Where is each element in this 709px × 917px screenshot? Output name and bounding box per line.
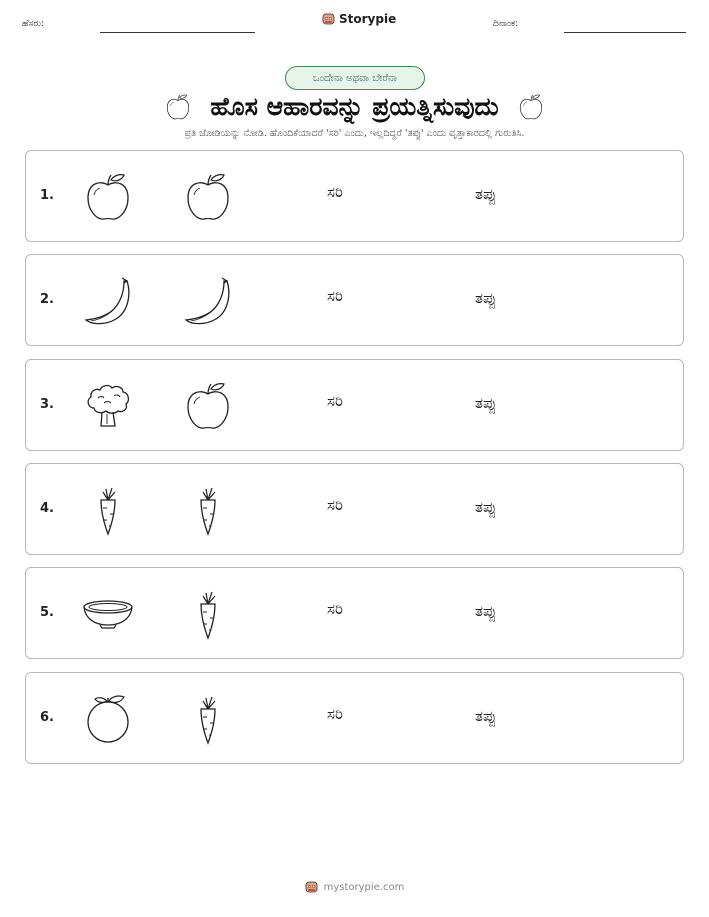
carrot-icon: [182, 588, 234, 640]
footer-url: mystorypie.com: [323, 881, 405, 893]
page-title: ಹೊಸ ಆಹಾರವನ್ನು ಪ್ರಯತ್ನಿಸುವುದು: [210, 92, 499, 121]
banana-icon: [182, 275, 234, 327]
instructions: ಪ್ರತಿ ಜೋಡಿಯನ್ನು ನೋಡಿ. ಹೊಂದಿಕೆಯಾದರೆ 'ಸರಿ' ಎಂದು, ಇಲ್ಲದಿದ್ದರೆ 'ತಪ್ಪು' ಎಂದು ವೃತ್ತಾಕಾರದಲ್ಲಿ ಗುರುತಿಸಿ.: [184, 128, 525, 139]
question-card: [25, 463, 684, 555]
storypie-mascot-icon: [305, 880, 318, 894]
date-label: ದಿನಾಂಕ:: [493, 19, 519, 29]
carrot-icon: [82, 484, 134, 536]
question-number: 4.: [40, 500, 54, 516]
broccoli-icon: [82, 380, 134, 432]
banana-icon: [82, 275, 134, 327]
footer: [0, 880, 709, 894]
name-label: ಹೆಸರು:: [22, 19, 45, 29]
option-wrong[interactable]: ತಪ್ಪು: [475, 393, 497, 412]
orange-icon: [82, 693, 134, 745]
date-line[interactable]: [564, 32, 686, 33]
carrot-icon: [182, 484, 234, 536]
option-wrong[interactable]: ತಪ್ಪು: [475, 289, 497, 308]
brand-logo: [322, 12, 396, 26]
bowl-icon: [82, 588, 134, 640]
option-wrong[interactable]: ತಪ್ಪು: [475, 497, 497, 516]
apple-icon: [182, 171, 234, 223]
apple-icon: [517, 93, 545, 121]
option-wrong[interactable]: ತಪ್ಪು: [475, 185, 497, 203]
option-correct[interactable]: ಸರಿ: [327, 600, 343, 619]
option-wrong[interactable]: ತಪ್ಪು: [475, 706, 497, 725]
question-number: 2.: [40, 292, 54, 308]
option-wrong[interactable]: ತಪ್ಪು: [475, 602, 497, 621]
worksheet-header: [0, 0, 709, 40]
question-card: [25, 254, 684, 346]
brand-name: Storypie: [339, 12, 397, 26]
option-correct[interactable]: ಸರಿ: [327, 391, 343, 410]
question-card: [25, 150, 684, 242]
name-line[interactable]: [100, 32, 255, 33]
question-number: 1.: [40, 188, 54, 203]
storypie-mascot-icon: [322, 12, 335, 26]
question-number: 3.: [40, 396, 54, 412]
carrot-icon: [182, 693, 234, 745]
apple-icon: [164, 93, 192, 121]
question-number: 5.: [40, 605, 54, 621]
question-number: 6.: [40, 709, 54, 725]
option-correct[interactable]: ಸರಿ: [327, 704, 343, 723]
option-correct[interactable]: ಸರಿ: [327, 287, 343, 306]
option-correct[interactable]: ಸರಿ: [327, 183, 343, 201]
question-card: [25, 672, 684, 764]
apple-icon: [82, 171, 134, 223]
title-row: [0, 90, 709, 124]
option-correct[interactable]: ಸರಿ: [327, 495, 343, 514]
worksheet-badge: ಒಂದೇನಾ ಅಥವಾ ಬೇರೆನಾ: [285, 66, 425, 90]
apple-icon: [182, 380, 234, 432]
question-card: [25, 359, 684, 451]
question-card: [25, 567, 684, 659]
